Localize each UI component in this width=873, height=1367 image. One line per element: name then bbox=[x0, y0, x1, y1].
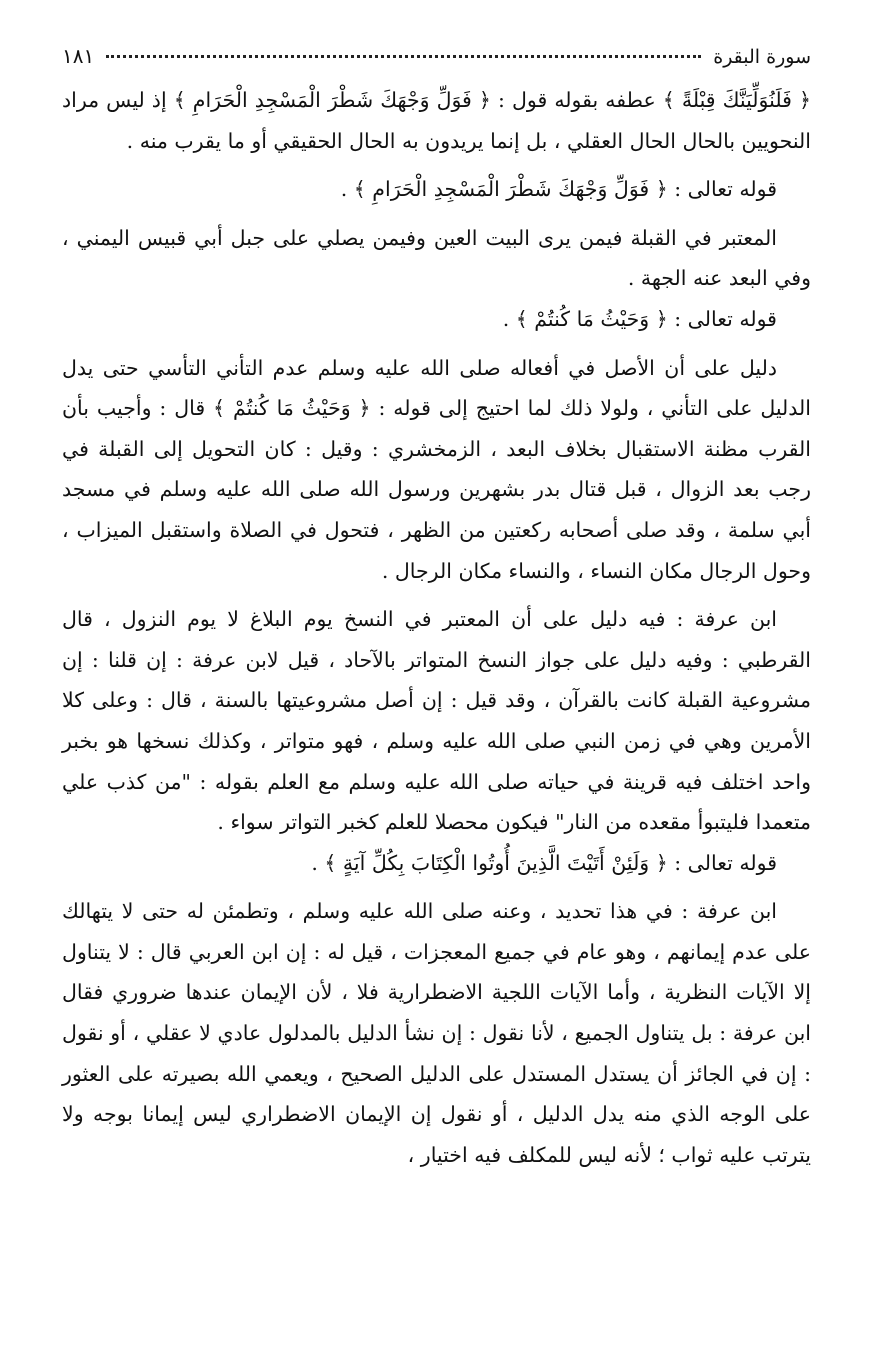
page-body bbox=[62, 80, 811, 1175]
verse-heading: قوله تعالى : ﴿ وَحَيْثُ مَا كُنتُمْ ﴾ . bbox=[502, 306, 777, 331]
header-dotted-leader bbox=[106, 55, 701, 58]
paragraph: ابن عرفة : في هذا تحديد ، وعنه صلى الله عليه وسلم ، وتطمئن له حتى لا يتهالك على عدم إيمانهم ، وهو عام في جميع المعجزات ، قيل له : إن ابن العربي قال : لا يتناول إلا الآيات النظرية ، وأما الآيات اللجية الاضطرارية فلا ، لأن الإيمان عندها ضروري فقال ابن عرفة : بل يتناول الجميع ، لأنا نقول : إن نشأ الدليل بالمدلول عادي لا عقلي ، أو نقول : إن في الجائز أن يستدل المستدل على الدليل الصحيح ، ويعمي الله بصيرته على العثور على الوجه الذي منه يدل الدليل ، أو نقول إن الإيمان الاضطراري ليس إيمانا بوجه ولا يترتب عليه ثواب ؛ لأنه ليس للمكلف فيه اختيار ، bbox=[62, 899, 811, 1167]
page-header bbox=[62, 44, 811, 74]
paragraph: ابن عرفة : فيه دليل على أن المعتبر في النسخ يوم البلاغ لا يوم النزول ، قال القرطبي : وفيه دليل على جواز النسخ المتواتر بالآحاد ، قيل لابن عرفة : إن قلنا : إن مشروعية القبلة كانت بالقرآن ، وقد قيل : إن أصل مشروعيتها بالسنة ، قال : وعلى كلا الأمرين وهي في زمن النبي صلى الله عليه وسلم ، فهو متواتر ، وكذلك نسخها هو بخبر واحد اختلف فيه قرينة في حياته صلى الله عليه وسلم مع العلم بقوله : "من كذب علي متعمدا فليتبوأ مقعده من النار" فيكون محصلا للعلم كخبر التواتر سواء . bbox=[62, 607, 811, 835]
verse-heading: قوله تعالى : ﴿ وَلَئِنْ أَتَيْتَ الَّذِينَ أُوتُوا الْكِتَابَ بِكُلِّ آيَةٍ ﴾ . bbox=[311, 850, 777, 875]
surah-name: سورة البقرة bbox=[713, 46, 811, 68]
verse-heading: قوله تعالى : ﴿ فَوَلِّ وَجْهَكَ شَطْرَ الْمَسْجِدِ الْحَرَامِ ﴾ . bbox=[340, 177, 777, 202]
paragraph: المعتبر في القبلة فيمن يرى البيت العين وفيمن يصلي على جبل أبي قبيس اليمني ، وفي البعد عنه الجهة . bbox=[62, 225, 811, 291]
paragraph: دليل على أن الأصل في أفعاله صلى الله عليه وسلم عدم التأني التأسي حتى يدل الدليل على التأني ، ولولا ذلك لما احتيج إلى قوله : ﴿ وَحَيْثُ مَا كُنتُمْ ﴾ قال : وأجيب بأن القرب مظنة الاستقبال بخلاف البعد ، الزمخشري : وقيل : كان التحويل إلى القبلة في رجب بعد الزوال ، قبل قتال بدر بشهرين ورسول الله صلى الله عليه وسلم في مسجد أبي سلمة ، وقد صلى أصحابه ركعتين من الظهر ، فتحول في الصلاة واستقبل الميزاب ، وحول الرجال مكان النساء ، والنساء مكان الرجال . bbox=[62, 355, 811, 583]
page-number: ١٨١ bbox=[62, 44, 95, 68]
paragraph-continuation: ﴿ فَلَنُوَلِّيَنَّكَ قِبْلَةً ﴾ عطفه بقوله قول : ﴿ فَوَلِّ وَجْهَكَ شَطْرَ الْمَسْجِدِ الْحَرَامِ ﴾ إذ ليس مراد النحويين بالحال الحال العقلي ، بل إنما يريدون به الحال الحقيقي أو ما يقرب منه . bbox=[62, 88, 811, 153]
